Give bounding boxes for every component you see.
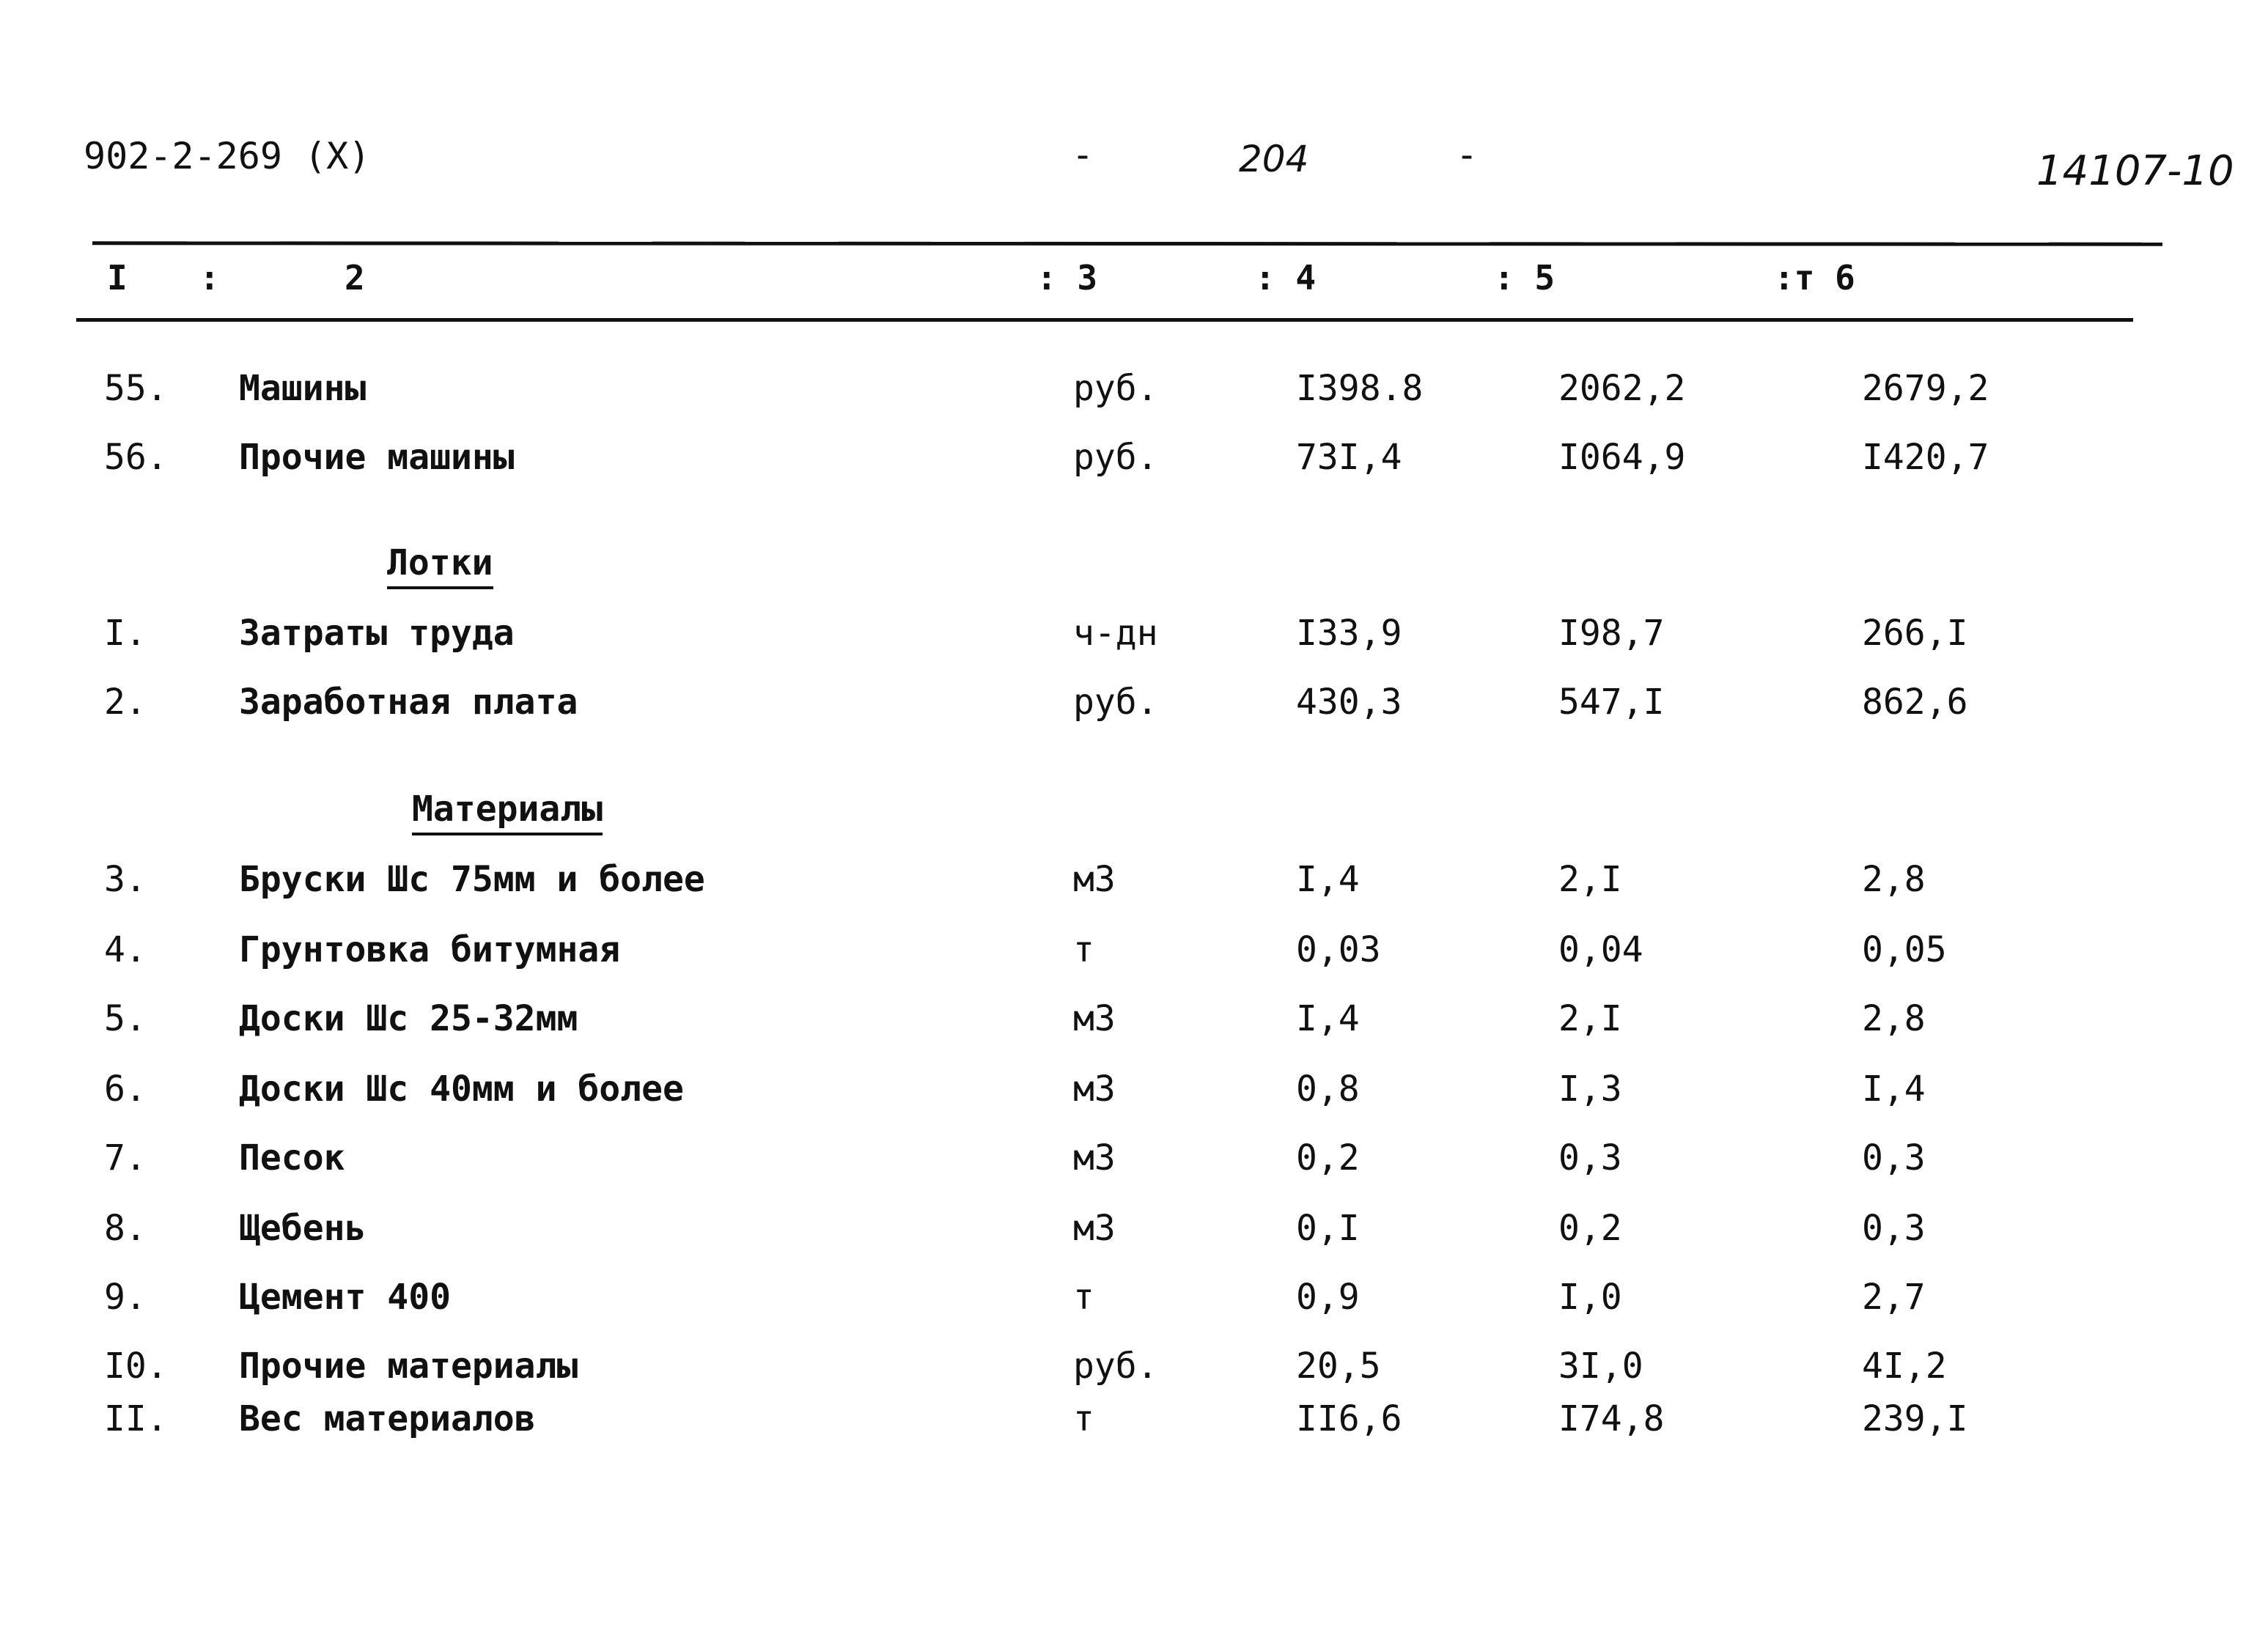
table-row	[0, 1398, 2268, 1453]
header-dash-right: -	[1456, 133, 1479, 176]
table-row	[0, 368, 2268, 422]
section-title-trays: Лотки	[387, 545, 493, 589]
row-unit: м3	[1073, 859, 1116, 900]
row-value-6: 2,7	[1862, 1277, 1926, 1318]
header-dash-left: -	[1072, 133, 1094, 176]
row-value-4: 0,9	[1296, 1277, 1360, 1318]
row-number: 5.	[104, 998, 147, 1039]
row-value-4: 0,I	[1296, 1208, 1360, 1249]
table-row	[0, 613, 2268, 667]
row-name: Доски Шс 25-32мм	[239, 998, 578, 1039]
column-header-2: 2	[345, 258, 365, 298]
row-value-6: 2679,2	[1862, 368, 1989, 409]
section-title-materials: Материалы	[412, 792, 603, 835]
row-unit: т	[1073, 1277, 1094, 1318]
row-number: 6.	[104, 1069, 147, 1110]
row-value-6: 2,8	[1862, 998, 1926, 1039]
row-number: II.	[104, 1398, 168, 1439]
row-value-6: 862,6	[1862, 682, 1968, 723]
sheet-code: 14107-10	[2036, 147, 2234, 195]
row-name: Доски Шс 40мм и более	[239, 1069, 684, 1110]
row-value-4: 20,5	[1296, 1346, 1381, 1387]
row-value-4: I33,9	[1296, 613, 1402, 654]
row-unit: м3	[1073, 1208, 1116, 1249]
row-name: Щебень	[239, 1208, 367, 1249]
row-number: 56.	[104, 437, 168, 478]
row-value-6: 239,I	[1862, 1398, 1968, 1439]
row-value-4: II6,6	[1296, 1398, 1402, 1439]
row-value-6: I,4	[1862, 1069, 1926, 1110]
row-value-4: I398.8	[1296, 368, 1424, 409]
row-value-5: 547,I	[1558, 682, 1665, 723]
document-code: 902-2-269 (X)	[84, 135, 371, 177]
row-number: 55.	[104, 368, 168, 409]
row-number: 4.	[104, 929, 147, 970]
table-row	[0, 682, 2268, 736]
table-row	[0, 1137, 2268, 1192]
column-header-1: I	[107, 258, 128, 298]
row-number: 8.	[104, 1208, 147, 1249]
row-value-5: I98,7	[1558, 613, 1665, 654]
table-top-rule	[92, 241, 2162, 246]
row-unit: т	[1073, 1398, 1094, 1439]
row-value-4: 430,3	[1296, 682, 1402, 723]
row-value-5: 2,I	[1558, 998, 1622, 1039]
row-unit: руб.	[1073, 1346, 1158, 1387]
row-name: Бруски Шс 75мм и более	[239, 859, 705, 900]
row-value-4: 0,8	[1296, 1069, 1360, 1110]
row-value-5: 2,I	[1558, 859, 1622, 900]
row-name: Прочие материалы	[239, 1346, 578, 1387]
column-header-5: : 5	[1494, 258, 1555, 298]
row-number: I.	[104, 613, 147, 654]
row-number: 2.	[104, 682, 147, 723]
row-value-5: I064,9	[1558, 437, 1686, 478]
column-header-3: : 3	[1037, 258, 1098, 298]
row-value-4: I,4	[1296, 859, 1360, 900]
row-value-6: 0,3	[1862, 1137, 1926, 1178]
column-header-6: :т 6	[1774, 258, 1855, 298]
table-header-bottom-rule	[76, 318, 2133, 322]
column-header-4: : 4	[1255, 258, 1317, 298]
row-value-4: 0,03	[1296, 929, 1381, 970]
row-name: Прочие машины	[239, 437, 515, 478]
row-unit: ч-дн	[1073, 613, 1158, 654]
row-unit: руб.	[1073, 682, 1158, 723]
table-row	[0, 1346, 2268, 1400]
row-value-6: 0,3	[1862, 1208, 1926, 1249]
row-unit: м3	[1073, 998, 1116, 1039]
row-value-5: I,3	[1558, 1069, 1622, 1110]
row-value-6: I420,7	[1862, 437, 1989, 478]
table-row	[0, 437, 2268, 491]
row-name: Вес материалов	[239, 1398, 536, 1439]
row-value-6: 2,8	[1862, 859, 1926, 900]
column-separator: :	[199, 258, 220, 298]
row-unit: руб.	[1073, 368, 1158, 409]
row-value-5: 0,3	[1558, 1137, 1622, 1178]
table-row	[0, 859, 2268, 913]
row-number: 9.	[104, 1277, 147, 1318]
table-row	[0, 1071, 2268, 1123]
row-value-5: 3I,0	[1558, 1346, 1643, 1387]
row-number: 7.	[104, 1137, 147, 1178]
table-row	[0, 998, 2268, 1052]
row-number: I0.	[104, 1346, 168, 1387]
row-value-6: 4I,2	[1862, 1346, 1947, 1387]
table-row	[0, 1208, 2268, 1262]
row-name: Затраты труда	[239, 613, 515, 654]
row-value-5: 0,2	[1558, 1208, 1622, 1249]
row-name: Заработная плата	[239, 682, 578, 723]
row-value-5: I,0	[1558, 1277, 1622, 1318]
row-value-5: 0,04	[1558, 929, 1643, 970]
row-value-5: 2062,2	[1558, 368, 1686, 409]
row-unit: т	[1073, 929, 1094, 970]
row-value-6: 0,05	[1862, 929, 1947, 970]
row-value-6: 266,I	[1862, 613, 1968, 654]
table-row	[0, 929, 2268, 984]
row-number: 3.	[104, 859, 147, 900]
row-value-5: I74,8	[1558, 1398, 1665, 1439]
row-value-4: 73I,4	[1296, 437, 1402, 478]
row-name: Песок	[239, 1137, 345, 1178]
page-number: 204	[1239, 138, 1309, 180]
row-name: Грунтовка битумная	[239, 929, 621, 970]
row-unit: руб.	[1073, 437, 1158, 478]
row-unit: м3	[1073, 1069, 1116, 1110]
row-value-4: I,4	[1296, 998, 1360, 1039]
table-row	[0, 1277, 2268, 1331]
row-value-4: 0,2	[1296, 1137, 1360, 1178]
row-unit: м3	[1073, 1137, 1116, 1178]
row-name: Машины	[239, 368, 367, 409]
row-name: Цемент 400	[239, 1277, 451, 1318]
